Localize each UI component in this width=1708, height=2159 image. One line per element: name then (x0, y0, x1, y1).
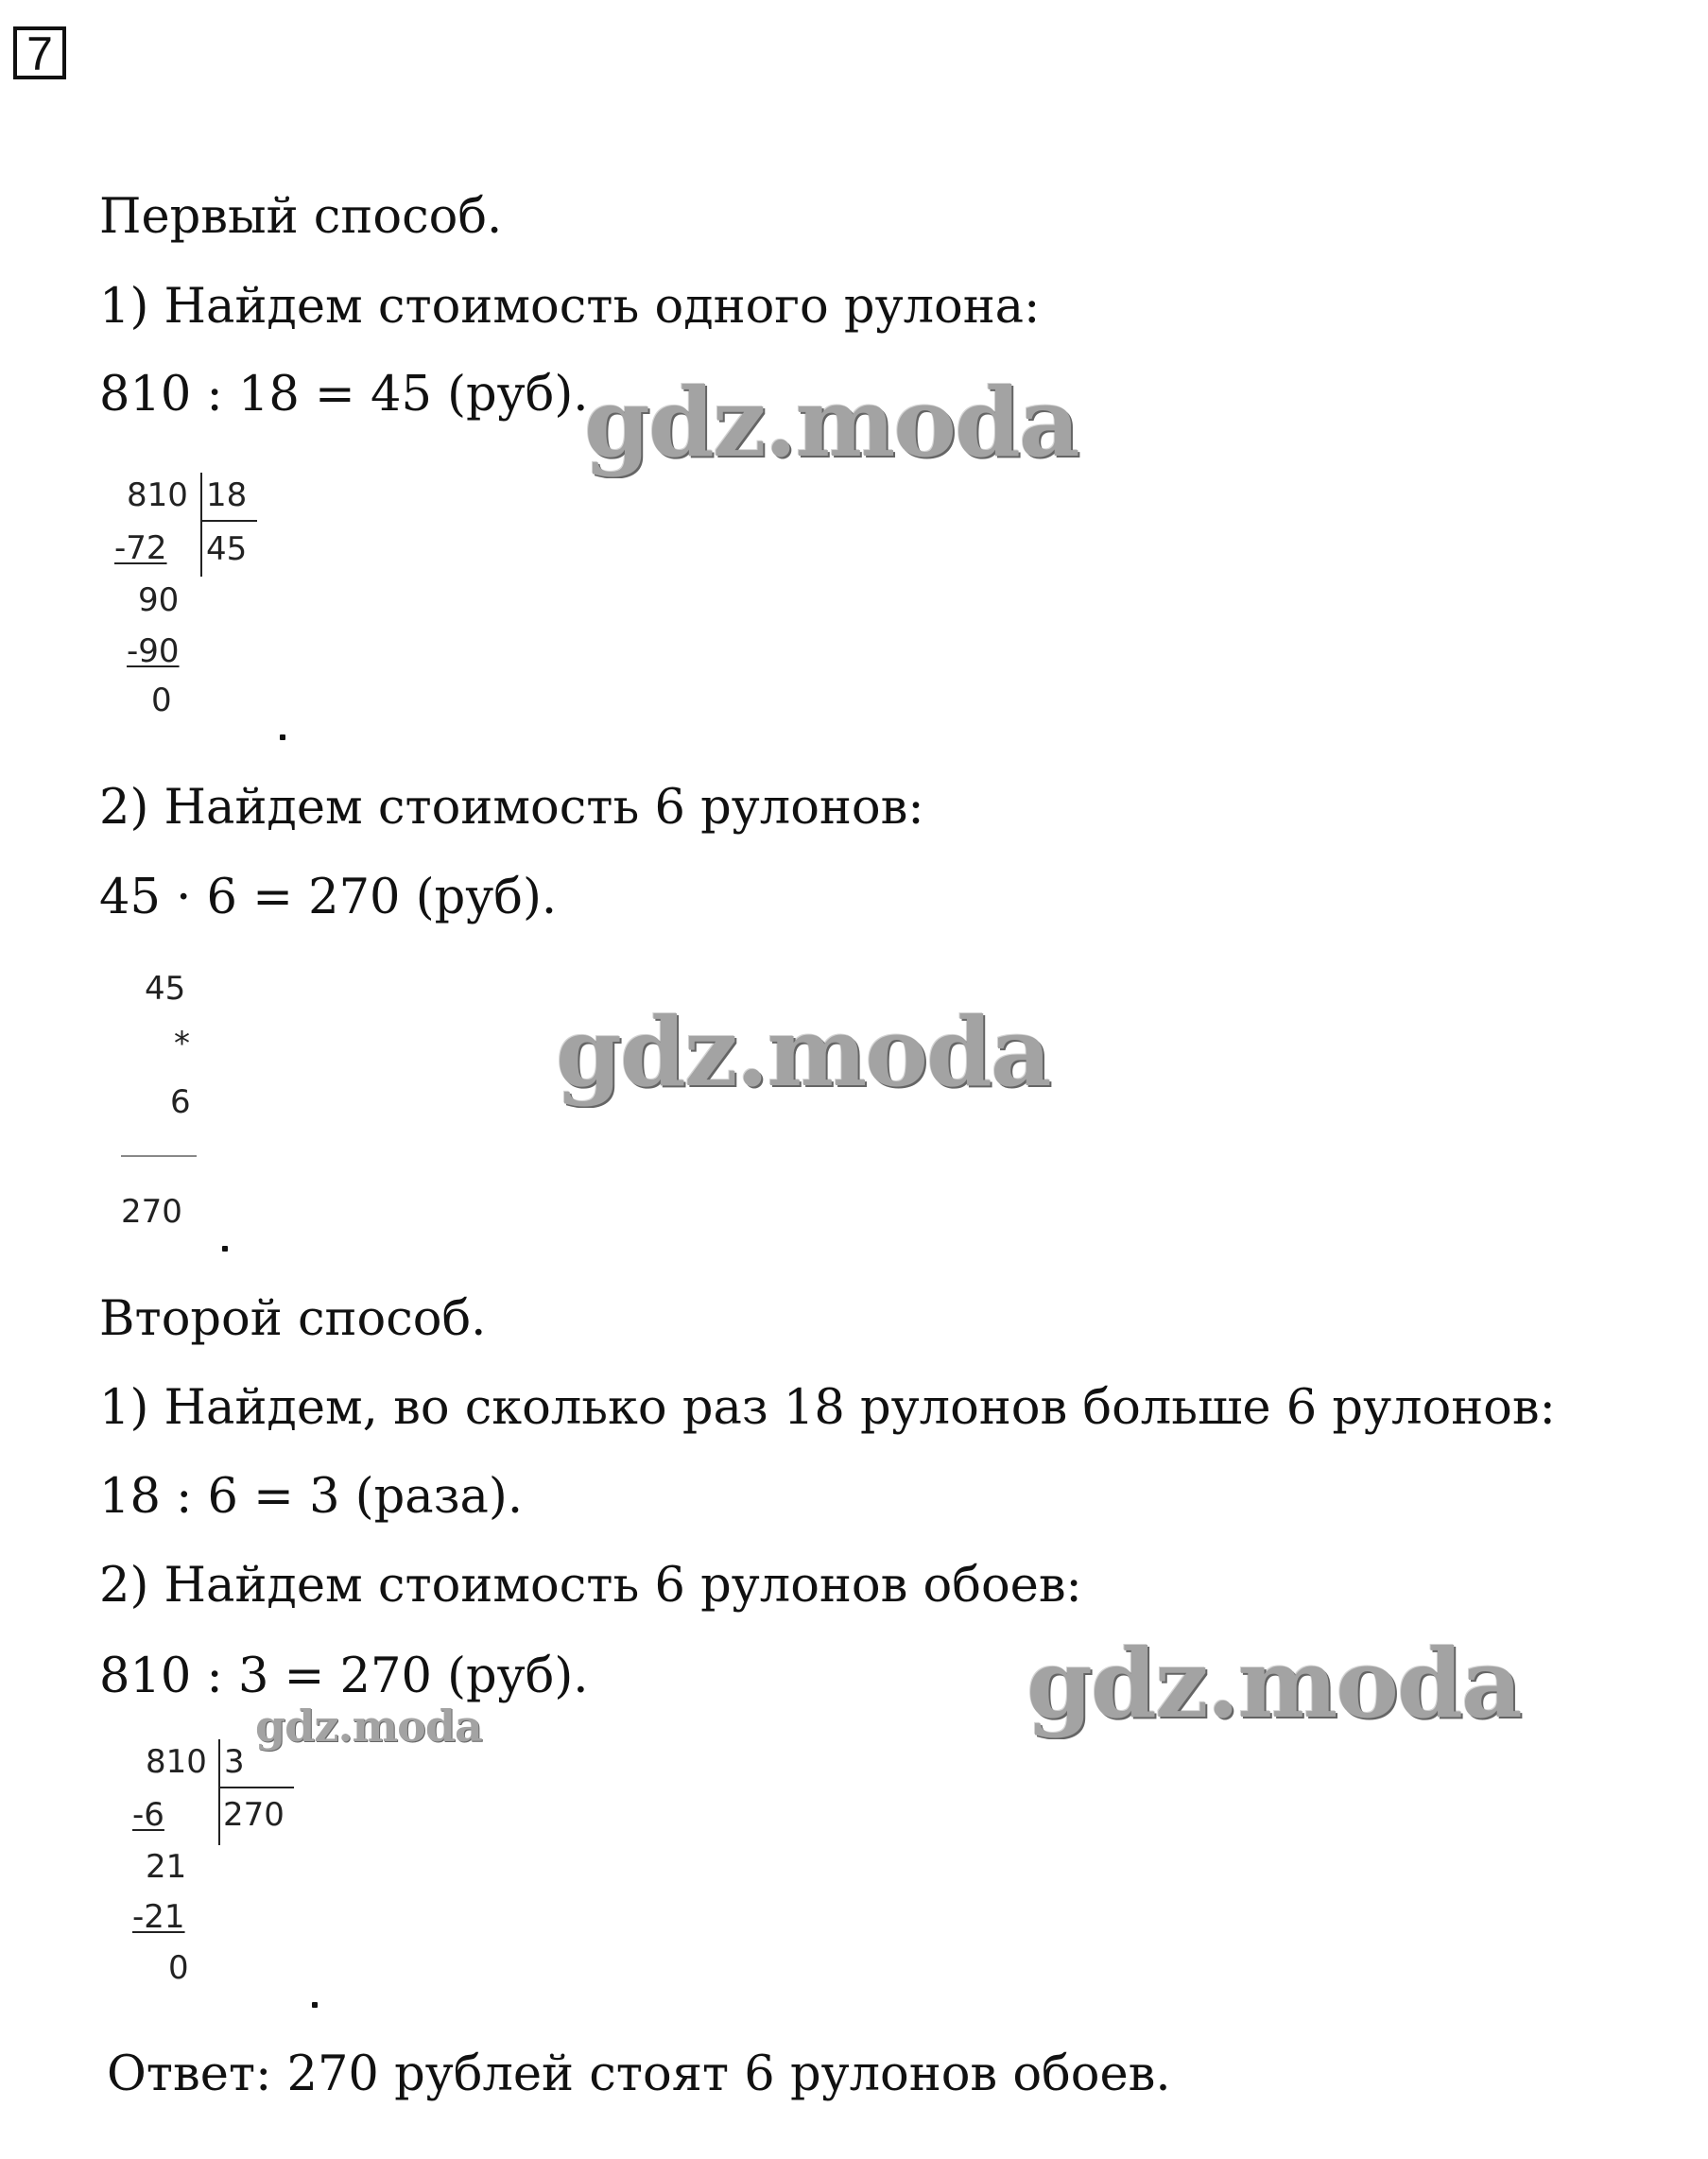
method2-heading: Второй способ. (99, 1291, 487, 1347)
division-remainder-2: 0 (151, 682, 172, 719)
division-divisor: 3 (224, 1743, 245, 1781)
watermark-logo: gdz.moda (584, 367, 1078, 478)
task-number-box: 7 (13, 26, 66, 79)
period-mark (222, 1246, 228, 1252)
division-subtrahend-2: -21 (132, 1898, 185, 1936)
division-vertical-rule (218, 1739, 220, 1845)
division-subtrahend-1: -6 (132, 1796, 164, 1834)
method1-equation1: 810 : 18 = 45 (руб). (99, 367, 589, 423)
multiplication-operator: * (174, 1025, 190, 1062)
division-horizontal-rule (218, 1787, 294, 1788)
division-dividend: 810 (146, 1743, 207, 1781)
period-mark (280, 734, 285, 740)
multiplication-factor-a: 45 (145, 970, 186, 1008)
multiplication-rule (121, 1155, 197, 1157)
watermark-logo: gdz.moda (1027, 1628, 1521, 1739)
watermark-logo: gdz.moda (255, 1701, 482, 1752)
watermark-logo: gdz.moda (556, 996, 1050, 1108)
multiplication-result: 270 (121, 1193, 182, 1231)
division-horizontal-rule (200, 520, 257, 522)
method2-step2: 2) Найдем стоимость 6 рулонов обоев: (99, 1558, 1082, 1614)
method1-step1: 1) Найдем стоимость одного рулона: (99, 279, 1041, 335)
division-remainder-1: 21 (146, 1848, 187, 1886)
division-quotient: 45 (206, 530, 248, 568)
division-remainder-1: 90 (138, 581, 180, 619)
multiplication-factor-b: 6 (170, 1083, 191, 1121)
method2-step1: 1) Найдем, во сколько раз 18 рулонов больше 6 рулонов: (99, 1380, 1556, 1436)
method1-step2: 2) Найдем стоимость 6 рулонов: (99, 780, 924, 836)
division-remainder-2: 0 (168, 1949, 189, 1987)
method2-equation1: 18 : 6 = 3 (раза). (99, 1469, 524, 1525)
period-mark (312, 2002, 318, 2008)
method2-equation2: 810 : 3 = 270 (руб). (99, 1649, 589, 1704)
division-subtrahend-1: -72 (114, 529, 167, 567)
division-divisor: 18 (206, 476, 248, 514)
method1-heading: Первый способ. (99, 189, 503, 245)
division-quotient: 270 (223, 1796, 285, 1834)
division-subtrahend-2: -90 (127, 632, 180, 670)
method1-equation2: 45 · 6 = 270 (руб). (99, 870, 558, 925)
division-vertical-rule (200, 473, 202, 577)
division-dividend: 810 (127, 476, 188, 514)
answer-text: Ответ: 270 рублей стоят 6 рулонов обоев. (107, 2047, 1171, 2102)
